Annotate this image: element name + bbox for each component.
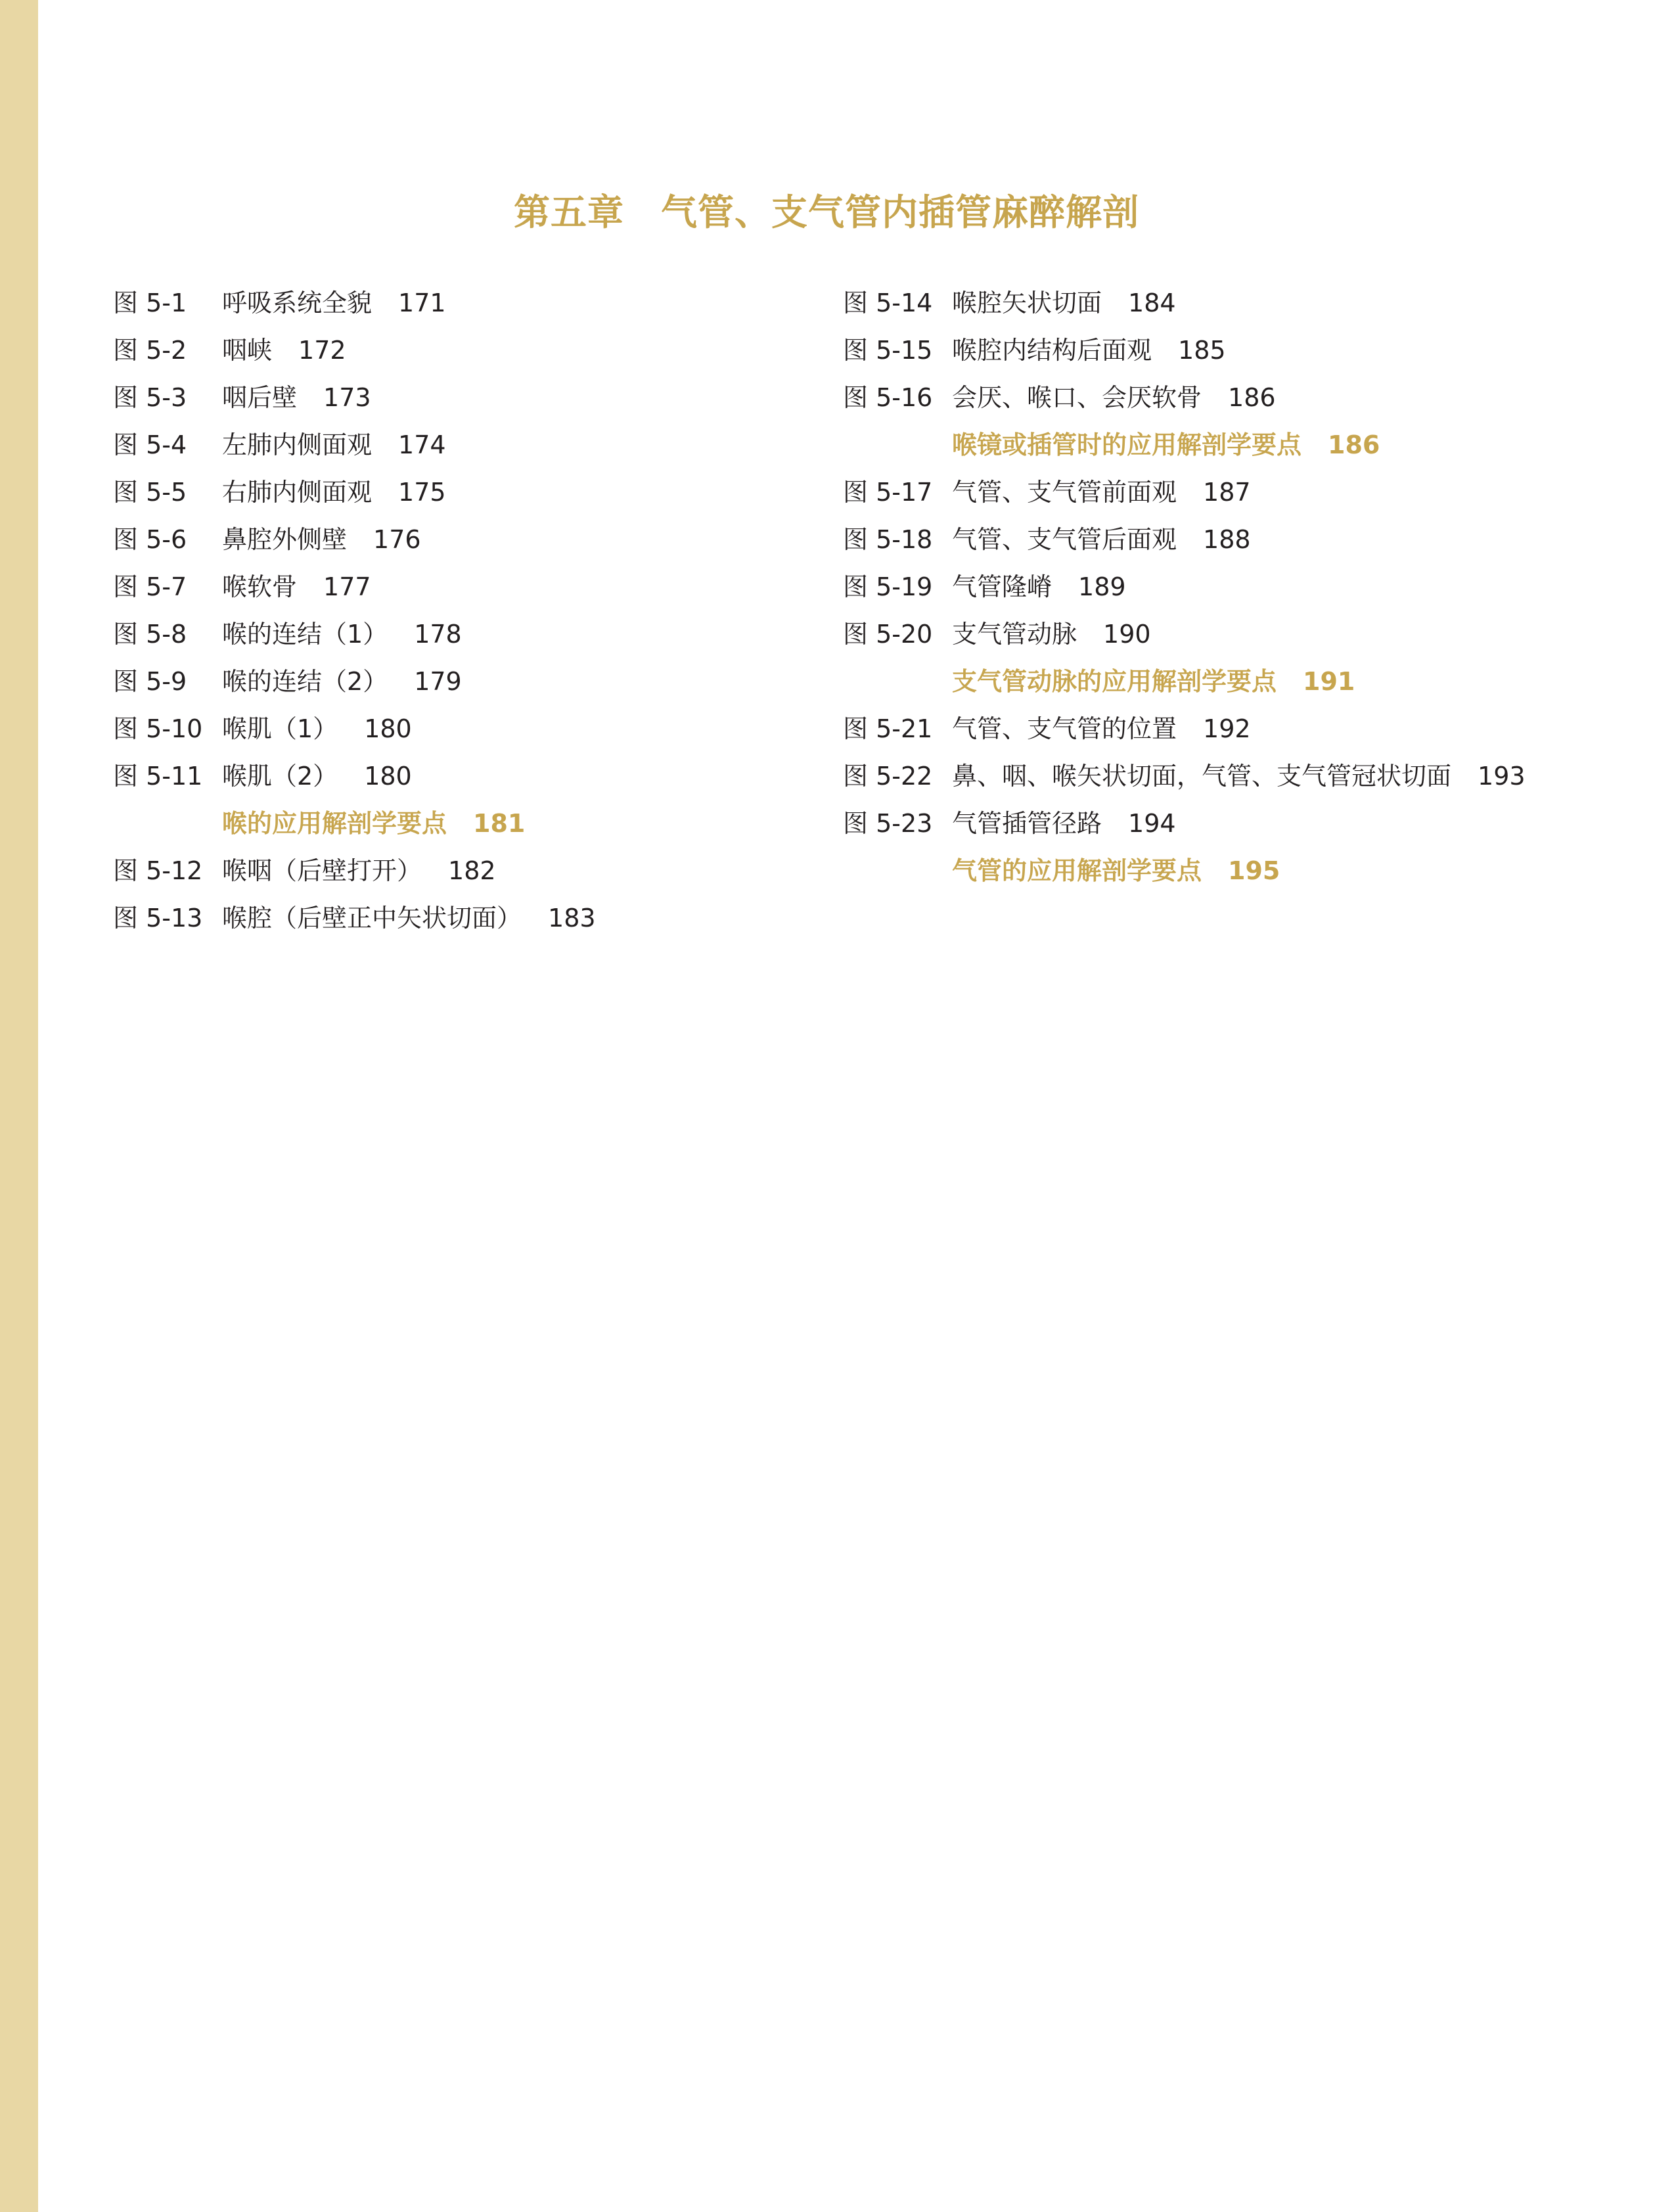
page-number: 191 [1303,667,1355,696]
page-number: 177 [323,572,371,601]
entry-title-text: 喉肌（2） [222,762,338,791]
entry-title [952,611,1151,658]
toc-figure-entry[interactable] [113,894,869,942]
figure-label: 图 5-10 [113,714,203,743]
toc-section-entry[interactable] [843,847,1598,894]
toc-figure-entry[interactable] [843,327,1598,374]
figure-label: 图 5-5 [113,478,187,507]
page-number: 183 [548,904,596,933]
entry-title-text: 喉肌（1） [222,714,338,743]
toc-figure-entry[interactable] [843,611,1598,658]
toc-figure-entry[interactable] [843,516,1598,563]
side-color-band [0,0,38,2212]
entry-title [952,469,1251,516]
entry-title-text: 支气管动脉 [952,620,1077,649]
figure-label: 图 5-20 [843,620,933,649]
toc-figure-entry[interactable] [843,705,1598,752]
toc-figure-entry[interactable] [113,279,869,327]
figure-label: 图 5-9 [113,667,187,696]
entry-title-text: 会厌、喉口、会厌软骨 [952,383,1202,412]
page-number: 180 [364,714,412,743]
page-number: 173 [323,383,371,412]
toc-left-column [113,279,869,942]
entry-title-text: 喉腔矢状切面 [952,288,1102,317]
figure-label: 图 5-19 [843,572,933,601]
toc-figure-entry[interactable] [113,658,869,705]
figure-label: 图 5-11 [113,762,203,791]
page-number: 194 [1128,809,1176,838]
entry-title-text: 气管、支气管前面观 [952,478,1177,507]
toc-right-column [843,279,1598,894]
page-number: 171 [398,288,446,317]
toc-figure-entry[interactable] [843,374,1598,421]
toc-figure-entry[interactable] [843,563,1598,611]
figure-label: 图 5-17 [843,478,933,507]
entry-title-text: 呼吸系统全貌 [222,288,373,317]
entry-title [222,705,412,752]
page-number: 175 [398,478,446,507]
entry-title [222,469,446,516]
toc-figure-entry[interactable] [113,516,869,563]
page-number: 189 [1078,572,1126,601]
page-number: 193 [1478,762,1526,791]
entry-title-text: 喉腔（后壁正中矢状切面） [222,904,522,933]
figure-label: 图 5-23 [843,809,933,838]
page-number: 190 [1103,620,1151,649]
figure-label: 图 5-8 [113,620,187,649]
toc-section-entry[interactable] [843,658,1598,705]
figure-label: 图 5-7 [113,572,187,601]
entry-title-text: 右肺内侧面观 [222,478,373,507]
entry-title-text: 气管插管径路 [952,809,1102,838]
toc-figure-entry[interactable] [113,847,869,894]
figure-label: 图 5-21 [843,714,933,743]
entry-title [222,894,596,942]
entry-title [952,374,1276,421]
entry-title [222,516,421,563]
entry-title-text: 气管的应用解剖学要点 [952,856,1202,885]
toc-figure-entry[interactable] [113,563,869,611]
toc-figure-entry[interactable] [113,752,869,800]
entry-title-text: 喉镜或插管时的应用解剖学要点 [952,430,1302,459]
page-number: 192 [1203,714,1251,743]
entry-title [952,279,1176,327]
entry-title [952,421,1380,469]
toc-figure-entry[interactable] [113,327,869,374]
entry-title [952,516,1251,563]
page-number: 180 [364,762,412,791]
entry-title [222,327,346,374]
figure-label: 图 5-16 [843,383,933,412]
entry-title [222,658,462,705]
page-number: 174 [398,430,446,459]
entry-title-text: 喉的连结（1） [222,620,388,649]
toc-figure-entry[interactable] [113,421,869,469]
entry-title [222,847,496,894]
entry-title [952,563,1126,611]
entry-title [222,421,446,469]
figure-label: 图 5-15 [843,336,933,365]
entry-title [952,705,1251,752]
toc-figure-entry[interactable] [843,752,1598,800]
figure-label: 图 5-1 [113,288,187,317]
entry-title [952,752,1526,800]
toc-figure-entry[interactable] [843,800,1598,847]
entry-title-text: 喉腔内结构后面观 [952,336,1152,365]
page-number: 186 [1328,430,1380,459]
entry-title-text: 支气管动脉的应用解剖学要点 [952,667,1277,696]
page-number: 186 [1228,383,1276,412]
entry-title [222,800,525,847]
toc-section-entry[interactable] [113,800,869,847]
figure-label: 图 5-6 [113,525,187,554]
page-number: 176 [373,525,421,554]
toc-figure-entry[interactable] [843,469,1598,516]
page-number: 182 [448,856,496,885]
entry-title [222,611,462,658]
page-number: 181 [473,809,526,838]
page-number: 179 [414,667,462,696]
entry-title-text: 鼻腔外侧壁 [222,525,348,554]
entry-title-text: 气管、支气管后面观 [952,525,1177,554]
figure-label: 图 5-22 [843,762,933,791]
entry-title-text: 左肺内侧面观 [222,430,373,459]
entry-title [952,658,1355,705]
entry-title-text: 喉咽（后壁打开） [222,856,422,885]
page-number: 172 [298,336,346,365]
entry-title-text: 喉的连结（2） [222,667,388,696]
page-number: 184 [1128,288,1176,317]
page-number: 195 [1228,856,1280,885]
entry-title-text: 喉的应用解剖学要点 [222,809,447,838]
toc-figure-entry[interactable] [113,374,869,421]
entry-title [952,327,1226,374]
entry-title-text: 气管隆嵴 [952,572,1053,601]
figure-label: 图 5-14 [843,288,933,317]
entry-title [222,374,371,421]
entry-title [952,800,1176,847]
toc-figure-entry[interactable] [113,469,869,516]
figure-label: 图 5-3 [113,383,187,412]
toc-section-entry[interactable] [843,421,1598,469]
page-number: 188 [1203,525,1251,554]
toc-figure-entry[interactable] [843,279,1598,327]
figure-label: 图 5-2 [113,336,187,365]
figure-label: 图 5-4 [113,430,187,459]
entry-title [222,752,412,800]
toc-figure-entry[interactable] [113,611,869,658]
figure-label: 图 5-12 [113,856,203,885]
figure-label: 图 5-13 [113,904,203,933]
page-number: 185 [1178,336,1226,365]
chapter-title: 第五章 气管、支气管内插管麻醉解剖 [513,191,1139,233]
page-number: 178 [414,620,462,649]
toc-figure-entry[interactable] [113,705,869,752]
figure-label: 图 5-18 [843,525,933,554]
entry-title-text: 咽后壁 [222,383,298,412]
entry-title [952,847,1280,894]
entry-title [222,279,446,327]
entry-title-text: 鼻、咽、喉矢状切面，气管、支气管冠状切面 [952,762,1452,791]
entry-title-text: 气管、支气管的位置 [952,714,1177,743]
entry-title-text: 喉软骨 [222,572,298,601]
page-number: 187 [1203,478,1251,507]
entry-title [222,563,371,611]
entry-title-text: 咽峡 [222,336,273,365]
